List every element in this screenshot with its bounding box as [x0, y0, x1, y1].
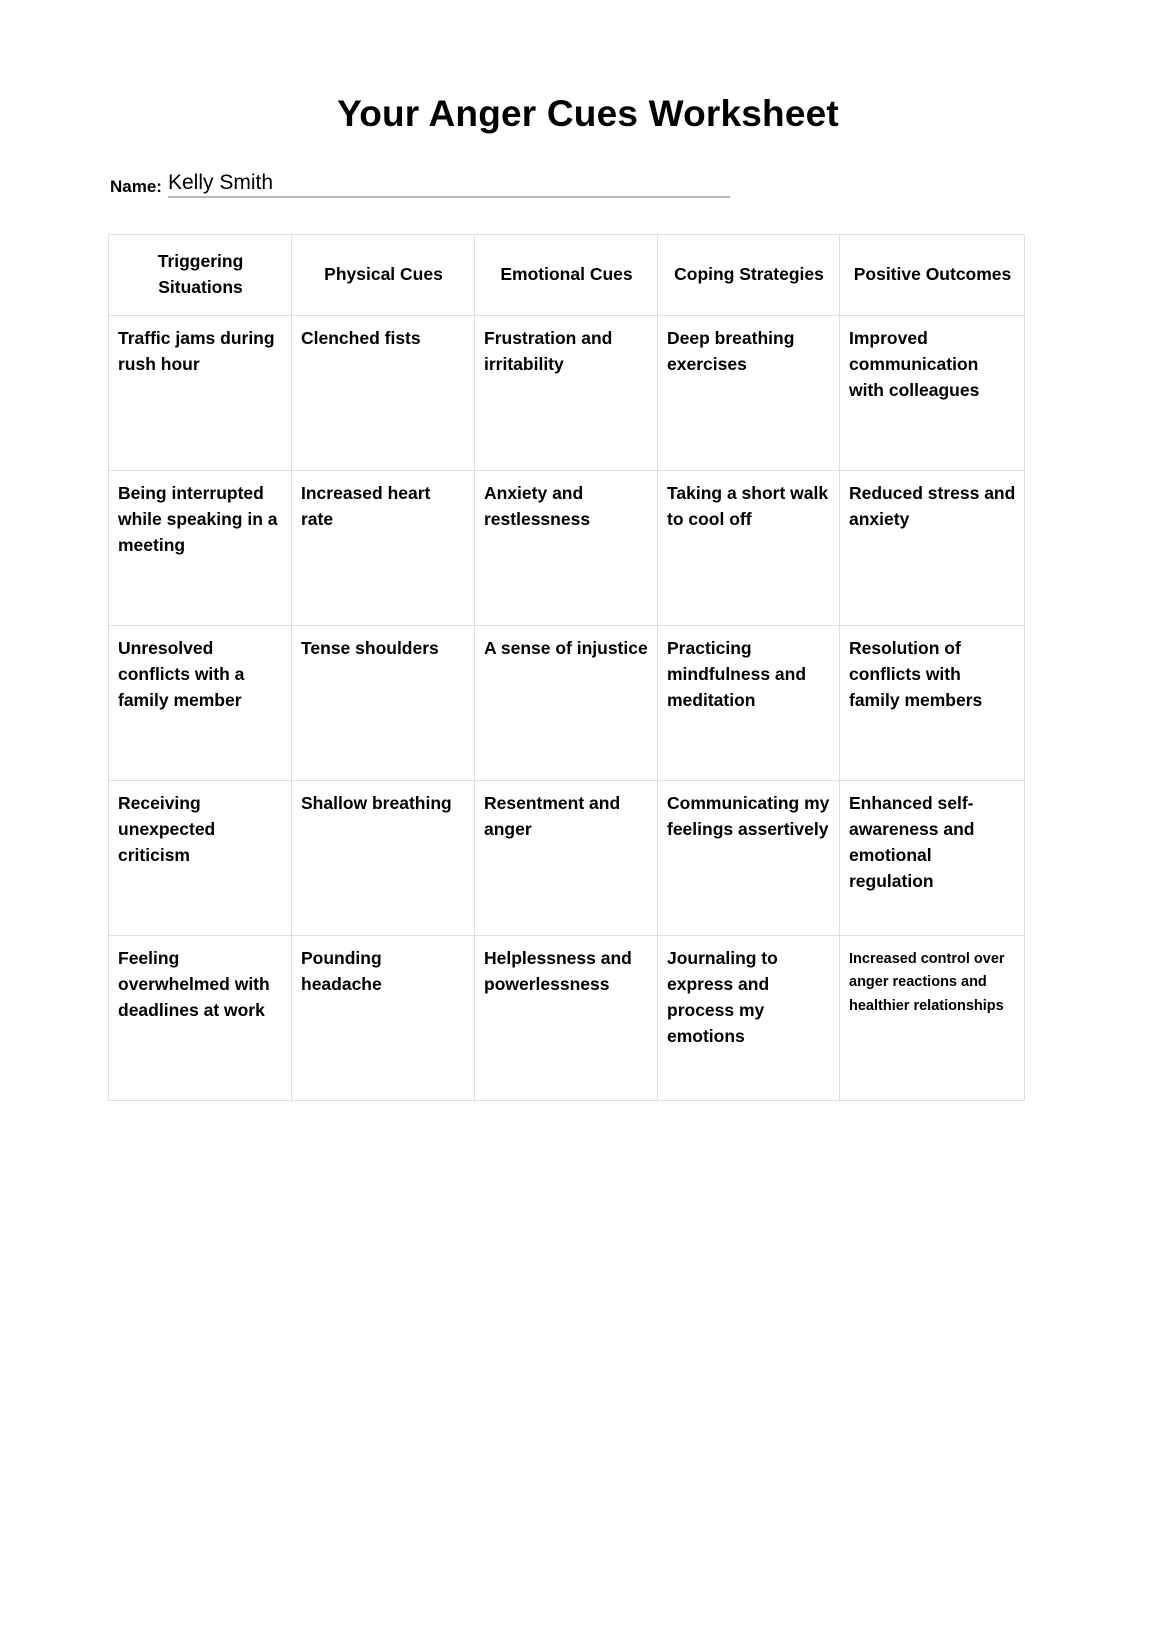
cell-positive-outcome[interactable]: Enhanced self-awareness and emotional regulation: [840, 781, 1025, 936]
column-header-physical-cues: Physical Cues: [292, 235, 475, 316]
column-header-coping-strategies: Coping Strategies: [658, 235, 840, 316]
name-input-value[interactable]: Kelly Smith: [167, 170, 273, 194]
cell-emotional-cue[interactable]: Resentment and anger: [475, 781, 658, 936]
cell-triggering-situation[interactable]: Being interrupted while speaking in a meeting: [109, 471, 292, 626]
cell-triggering-situation[interactable]: Traffic jams during rush hour: [109, 316, 292, 471]
cell-physical-cue[interactable]: Clenched fists: [292, 316, 475, 471]
cell-emotional-cue[interactable]: Anxiety and restlessness: [475, 471, 658, 626]
cell-coping-strategy[interactable]: Taking a short walk to cool off: [658, 471, 840, 626]
table-header-row: [109, 235, 1025, 316]
column-header-positive-outcomes: Positive Outcomes: [840, 235, 1025, 316]
anger-cues-table: [108, 234, 1025, 1101]
cell-emotional-cue[interactable]: Helplessness and powerlessness: [475, 936, 658, 1101]
cell-triggering-situation[interactable]: Receiving unexpected criticism: [109, 781, 292, 936]
table-row: [109, 936, 1025, 1101]
cell-emotional-cue[interactable]: Frustration and irritability: [475, 316, 658, 471]
table-row: [109, 471, 1025, 626]
cell-positive-outcome[interactable]: Improved communication with colleagues: [840, 316, 1025, 471]
cell-positive-outcome[interactable]: Reduced stress and anxiety: [840, 471, 1025, 626]
cell-triggering-situation[interactable]: Unresolved conflicts with a family member: [109, 626, 292, 781]
cell-positive-outcome[interactable]: Resolution of conflicts with family members: [840, 626, 1025, 781]
page-title: Your Anger Cues Worksheet: [337, 93, 839, 134]
cell-physical-cue[interactable]: Increased heart rate: [292, 471, 475, 626]
cell-physical-cue[interactable]: Tense shoulders: [292, 626, 475, 781]
cell-emotional-cue[interactable]: A sense of injustice: [475, 626, 658, 781]
cell-coping-strategy[interactable]: Deep breathing exercises: [658, 316, 840, 471]
table-row: [109, 626, 1025, 781]
cell-positive-outcome[interactable]: Increased control over anger reactions and healthier relationships: [840, 936, 1025, 1101]
name-input-underline[interactable]: [168, 170, 730, 198]
column-header-triggering-situations: Triggering Situations: [109, 235, 292, 316]
cell-coping-strategy[interactable]: Communicating my feelings assertively: [658, 781, 840, 936]
table-row: [109, 781, 1025, 936]
cell-physical-cue[interactable]: Pounding headache: [292, 936, 475, 1101]
anger-cues-table-container: [108, 234, 1024, 1101]
cell-triggering-situation[interactable]: Feeling overwhelmed with deadlines at work: [109, 936, 292, 1101]
column-header-emotional-cues: Emotional Cues: [475, 235, 658, 316]
name-label: Name:: [110, 177, 162, 196]
cell-coping-strategy[interactable]: Journaling to express and process my emotions: [658, 936, 840, 1101]
table-row: [109, 316, 1025, 471]
cell-coping-strategy[interactable]: Practicing mindfulness and meditation: [658, 626, 840, 781]
cell-physical-cue[interactable]: Shallow breathing: [292, 781, 475, 936]
name-field-row: [110, 168, 730, 198]
